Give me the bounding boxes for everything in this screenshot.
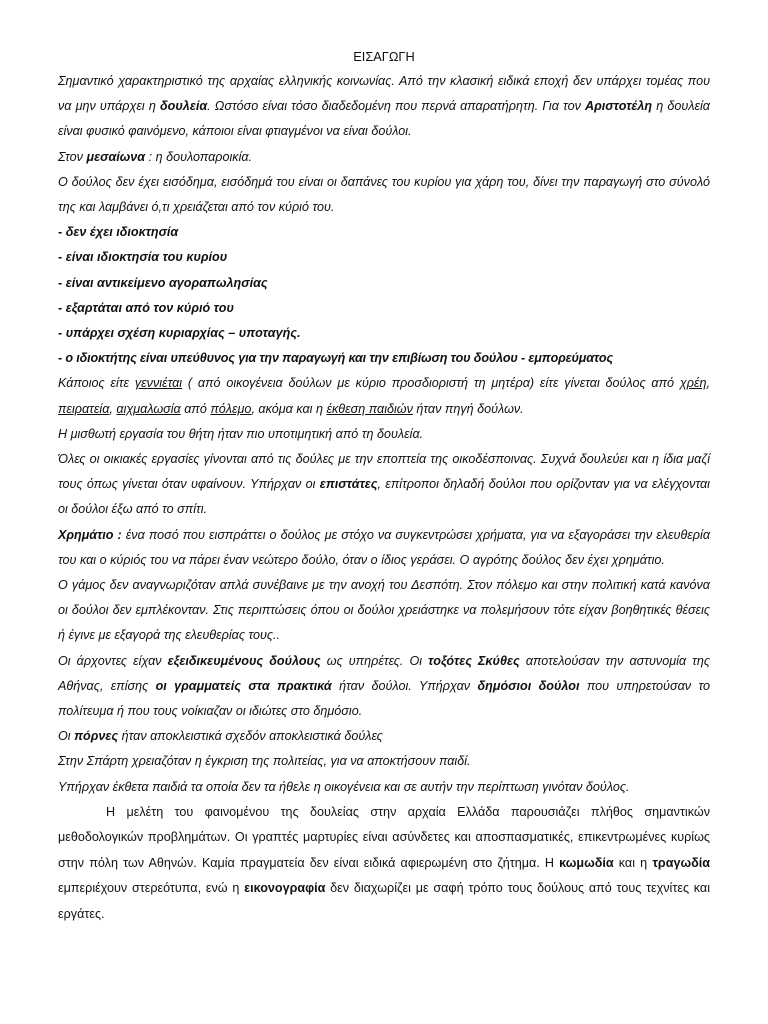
methodology-section xyxy=(58,800,710,927)
underlined-term: αιχμαλωσία xyxy=(116,401,181,416)
text-run: ήταν πηγή δούλων. xyxy=(412,401,524,416)
bullet-text: - εξαρτάται από τον κύριό του xyxy=(58,300,234,315)
bold-term: οι γραμματείς στα πρακτικά xyxy=(155,678,332,693)
paragraph-household xyxy=(58,447,710,523)
text-run: και η xyxy=(613,855,653,870)
bullet-text: - είναι ιδιοκτησία του κυρίου xyxy=(58,250,228,265)
bullet-item xyxy=(58,296,710,321)
bold-term-chrimatio: Χρημάτιο : xyxy=(58,527,122,542)
text-run: Σημαντικό χαρακτηριστικό της αρχαίας ελληνικής κοινωνίας. Από την κλασική ειδικά εποχή δεν υπάρχει τομέας που να μην υπάρχει η xyxy=(58,74,710,114)
bullet-text: - δεν έχει ιδιοκτησία xyxy=(58,225,179,240)
text-run: ήταν αποκλειστικά σχεδόν αποκλειστικά δούλες xyxy=(118,729,383,744)
paragraph-marriage-war: Ο γάμος δεν αναγνωριζόταν απλά συνέβαινε με την ανοχή του Δεσπότη. Στον πόλεμο και στην πολιτική κατά κανόνα οι δούλοι δεν εμπλέκονταν. Στις περιπτώσεις όπου οι δούλοι χρειάστηκε να πολεμήσουν τότε είχαν βοηθητικές θέσεις ή έγινε με εξαγορά της ελευθερίας τους.. xyxy=(58,578,710,643)
text-run: Οι xyxy=(58,729,75,744)
paragraph-chrimatio xyxy=(58,523,710,573)
text-run: η δουλεία είναι φυσικό φαινόμενο, κάποιοι είναι φτιαγμένοι να είναι δούλοι. xyxy=(58,99,710,139)
underlined-term: πειρατεία xyxy=(58,401,110,416)
paragraph-methodology xyxy=(58,800,710,927)
bullet-text: - υπάρχει σχέση κυριαρχίας – υποταγής. xyxy=(58,326,301,341)
text-run: εμπεριέχουν στερεότυπα, ενώ η xyxy=(58,881,245,896)
paragraph-exposed-children: Υπήρχαν έκθετα παιδιά τα οποία δεν τα ήθελε η οικογένεια και σε αυτήν την περίπτωση γινόταν δούλος. xyxy=(58,779,630,794)
bold-term-douleia: δουλεία xyxy=(159,99,208,114)
paragraph-sources-of-slaves xyxy=(58,371,710,421)
bullet-item xyxy=(58,346,710,371)
bullet-text: - είναι αντικείμενο αγοραπωλησίας xyxy=(58,275,268,290)
paragraph-wage-labour: Η μισθωτή εργασία του θήτη ήταν πιο υποτιμητική από τη δουλεία. xyxy=(58,426,424,441)
text-run: ως υπηρέτες. Οι xyxy=(320,653,429,668)
text-run: ένα ποσό που εισπράττει ο δούλος με στόχο να συγκεντρώσει χρήματα, για να εξαγοράσει την ελευθερία του και ο κύριός του να πάρει έναν νεώτερο δούλο, όταν ο ίδιος γεράσει. Ο αγρότης δούλος δεν έχει χρημάτιο. xyxy=(58,527,711,567)
underlined-term: γεννιέται xyxy=(134,376,183,391)
paragraph-sparta: Στην Σπάρτη χρειαζόταν η έγκριση της πολιτείας, για να αποκτήσουν παιδί. xyxy=(58,754,471,769)
text-run: , ακόμα και η xyxy=(251,401,327,416)
bold-term-mesaiona: μεσαίωνα xyxy=(86,149,146,164)
bold-term-aristotelis: Αριστοτέλη xyxy=(585,99,653,114)
bullet-text: - ο ιδιοκτήτης είναι υπεύθυνος για την παραγωγή και την επιβίωση του δούλου - εμπορεύματος xyxy=(58,351,613,366)
text-run: αποτελούσαν την αστυνομία της Αθήνας, επίσης xyxy=(58,653,710,693)
text-run: ( από οικογένεια δούλων με κύριο προσδιοριστή τη μητέρα) είτε γίνεται δούλος από xyxy=(182,376,680,391)
bullet-item xyxy=(58,271,710,296)
text-run: , xyxy=(706,376,710,391)
underlined-term: πόλεμο xyxy=(210,401,252,416)
text-run: Όλες οι οικιακές εργασίες γίνονται από τις δούλες με την εποπτεία της οικοδέσποινας. Συχνά δουλεύει και η ίδια μαζί τους όπως γίνεται όταν υφαίνουν. Υπήρχαν οι xyxy=(58,452,710,492)
bold-term: δημόσιοι δούλοι xyxy=(477,678,580,693)
bold-term-epistates: επιστάτες xyxy=(319,477,378,492)
bold-term-komodia: κωμωδία xyxy=(559,855,614,870)
document-title: ΕΙΣΑΓΩΓΗ xyxy=(353,49,415,64)
text-run: από xyxy=(180,401,211,416)
text-run: ήταν δούλοι. Υπήρχαν xyxy=(331,678,478,693)
text-run: Η μελέτη του φαινομένου της δουλείας στην αρχαία Ελλάδα παρουσιάζει πλήθος σημαντικών μεθοδολογικών προβλημάτων. Οι γραπτές μαρτυρίες είναι ασύνδετες και αποσπασματικές, επικεντρωμένες κυρίως στην πόλη των Αθηνών. Καμία πραγματεία δεν είναι ειδικά αφιερωμένη στο ζήτημα. Η xyxy=(58,804,710,870)
text-run: Οι άρχοντες είχαν xyxy=(58,653,168,668)
paragraph-intro xyxy=(58,69,710,145)
text-run: : η δουλοπαροικία. xyxy=(145,149,253,164)
paragraph-pornes xyxy=(58,724,710,749)
paragraph-income: Ο δούλος δεν έχει εισόδημα, εισόδημά του είναι οι δαπάνες του κυρίου για χάρη του, δίνει την παραγωγή στο σύνολό της και λαμβάνει ό,τι χρειάζεται από τον κύριό του. xyxy=(58,174,710,215)
text-run: , xyxy=(109,401,117,416)
bold-term-tragodia: τραγωδία xyxy=(652,855,710,870)
text-run: Στον xyxy=(58,149,87,164)
underlined-term: χρέη xyxy=(679,376,707,391)
text-run: . Ωστόσο είναι τόσο διαδεδομένη που περνά απαρατήρητη. Για τον xyxy=(207,99,586,114)
bold-term: εξειδικευμένους δούλους xyxy=(167,653,321,668)
document-page xyxy=(58,46,710,927)
bullet-item xyxy=(58,245,710,270)
text-run: δεν διαχωρίζει με σαφή τρόπο τους δούλους από τους τεχνίτες και εργάτες. xyxy=(58,881,711,921)
paragraph-specialized-slaves xyxy=(58,649,710,725)
underlined-term: έκθεση παιδιών xyxy=(326,401,413,416)
paragraph-middle-ages xyxy=(58,145,710,170)
bold-term-eikonografia: εικονογραφία xyxy=(244,881,326,896)
bullet-item xyxy=(58,220,710,245)
text-run: Κάποιος είτε xyxy=(58,376,135,391)
bold-term: τοξότες Σκύθες xyxy=(428,653,520,668)
bullet-item xyxy=(58,321,710,346)
bold-term-pornes: πόρνες xyxy=(74,729,119,744)
text-run: που υπηρετούσαν το πολίτευμα ή που τους νοίκιαζαν οι ιδιώτες στο δημόσιο. xyxy=(58,678,710,719)
text-run: , επίτροποι δηλαδή δούλοι που ορίζονταν για να ελέγχονται οι δούλοι έξω από το σπίτι. xyxy=(58,477,710,517)
